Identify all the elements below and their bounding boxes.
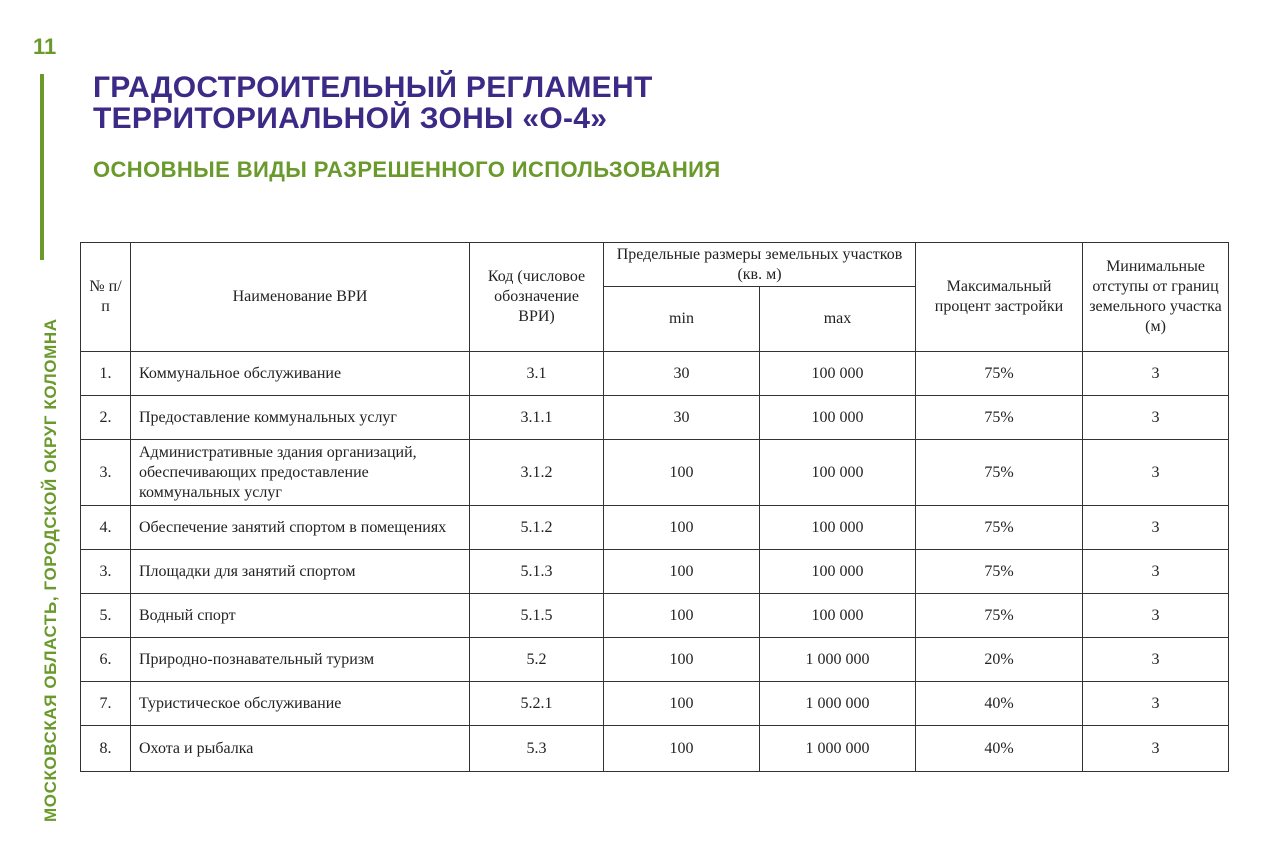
table-row xyxy=(81,682,1229,726)
row-min-offset: 3 xyxy=(1083,638,1229,682)
row-number: 2. xyxy=(81,396,131,440)
title-line-2: ТЕРРИТОРИАЛЬНОЙ ЗОНЫ «О-4» xyxy=(93,102,608,135)
table-row xyxy=(81,506,1229,550)
row-name: Обеспечение занятий спортом в помещениях xyxy=(131,506,470,550)
row-min-offset: 3 xyxy=(1083,594,1229,638)
row-code: 5.3 xyxy=(470,726,604,772)
row-max-percent: 75% xyxy=(916,396,1083,440)
row-code: 5.1.3 xyxy=(470,550,604,594)
row-max-percent: 40% xyxy=(916,726,1083,772)
header-num: № п/п xyxy=(81,243,131,352)
side-accent-bar xyxy=(40,74,44,260)
regulation-table xyxy=(80,242,1229,772)
row-name: Охота и рыбалка xyxy=(131,726,470,772)
row-min-size: 100 xyxy=(604,726,760,772)
table-body xyxy=(81,352,1229,772)
row-name: Административные здания организаций, обеспечивающих предоставление коммунальных услуг xyxy=(131,440,470,506)
row-max-percent: 75% xyxy=(916,550,1083,594)
header-max: max xyxy=(760,287,916,352)
row-min-size: 100 xyxy=(604,506,760,550)
row-number: 8. xyxy=(81,726,131,772)
title-line-1: ГРАДОСТРОИТЕЛЬНЫЙ РЕГЛАМЕНТ xyxy=(93,71,653,104)
row-number: 7. xyxy=(81,682,131,726)
table-row xyxy=(81,726,1229,772)
row-min-size: 100 xyxy=(604,440,760,506)
row-name: Туристическое обслуживание xyxy=(131,682,470,726)
table-row xyxy=(81,594,1229,638)
header-min: min xyxy=(604,287,760,352)
row-max-percent: 75% xyxy=(916,440,1083,506)
row-max-size: 100 000 xyxy=(760,506,916,550)
header-offset: Минимальные отступы от границ земельного участка (м) xyxy=(1083,243,1229,352)
row-min-size: 100 xyxy=(604,638,760,682)
row-number: 5. xyxy=(81,594,131,638)
table-header-row xyxy=(81,243,1229,287)
row-name: Водный спорт xyxy=(131,594,470,638)
table-row xyxy=(81,352,1229,396)
row-number: 3. xyxy=(81,440,131,506)
row-code: 5.1.5 xyxy=(470,594,604,638)
row-code: 3.1.1 xyxy=(470,396,604,440)
row-max-size: 100 000 xyxy=(760,550,916,594)
row-number: 6. xyxy=(81,638,131,682)
row-min-size: 100 xyxy=(604,594,760,638)
header-code: Код (числовое обозначение ВРИ) xyxy=(470,243,604,352)
row-max-size: 100 000 xyxy=(760,352,916,396)
row-name: Коммунальное обслуживание xyxy=(131,352,470,396)
row-code: 5.1.2 xyxy=(470,506,604,550)
row-min-size: 100 xyxy=(604,682,760,726)
row-min-offset: 3 xyxy=(1083,396,1229,440)
row-number: 1. xyxy=(81,352,131,396)
row-code: 3.1 xyxy=(470,352,604,396)
header-percent: Максимальный процент застройки xyxy=(916,243,1083,352)
table-row xyxy=(81,396,1229,440)
header-size-group: Предельные размеры земельных участков (кв. м) xyxy=(604,243,916,287)
side-caption: МОСКОВСКАЯ ОБЛАСТЬ, ГОРОДСКОЙ ОКРУГ КОЛОМНА xyxy=(41,318,60,822)
row-min-offset: 3 xyxy=(1083,440,1229,506)
row-max-size: 1 000 000 xyxy=(760,638,916,682)
header-name: Наименование ВРИ xyxy=(131,243,470,352)
row-min-offset: 3 xyxy=(1083,726,1229,772)
row-max-size: 1 000 000 xyxy=(760,726,916,772)
row-min-size: 100 xyxy=(604,550,760,594)
row-code: 5.2 xyxy=(470,638,604,682)
row-min-size: 30 xyxy=(604,352,760,396)
row-min-offset: 3 xyxy=(1083,682,1229,726)
row-min-offset: 3 xyxy=(1083,352,1229,396)
row-max-percent: 20% xyxy=(916,638,1083,682)
row-max-percent: 75% xyxy=(916,352,1083,396)
row-max-size: 1 000 000 xyxy=(760,682,916,726)
row-name: Площадки для занятий спортом xyxy=(131,550,470,594)
row-code: 5.2.1 xyxy=(470,682,604,726)
row-min-size: 30 xyxy=(604,396,760,440)
row-number: 3. xyxy=(81,550,131,594)
page-subtitle: ОСНОВНЫЕ ВИДЫ РАЗРЕШЕННОГО ИСПОЛЬЗОВАНИЯ xyxy=(93,157,721,182)
row-min-offset: 3 xyxy=(1083,506,1229,550)
row-max-percent: 40% xyxy=(916,682,1083,726)
page-number: 11 xyxy=(33,34,57,59)
table-row xyxy=(81,550,1229,594)
row-name: Предоставление коммунальных услуг xyxy=(131,396,470,440)
row-number: 4. xyxy=(81,506,131,550)
row-max-size: 100 000 xyxy=(760,594,916,638)
row-name: Природно-познавательный туризм xyxy=(131,638,470,682)
table-row xyxy=(81,440,1229,506)
row-max-size: 100 000 xyxy=(760,396,916,440)
row-max-size: 100 000 xyxy=(760,440,916,506)
row-max-percent: 75% xyxy=(916,594,1083,638)
row-code: 3.1.2 xyxy=(470,440,604,506)
page-title xyxy=(93,72,653,134)
row-max-percent: 75% xyxy=(916,506,1083,550)
table-row xyxy=(81,638,1229,682)
row-min-offset: 3 xyxy=(1083,550,1229,594)
